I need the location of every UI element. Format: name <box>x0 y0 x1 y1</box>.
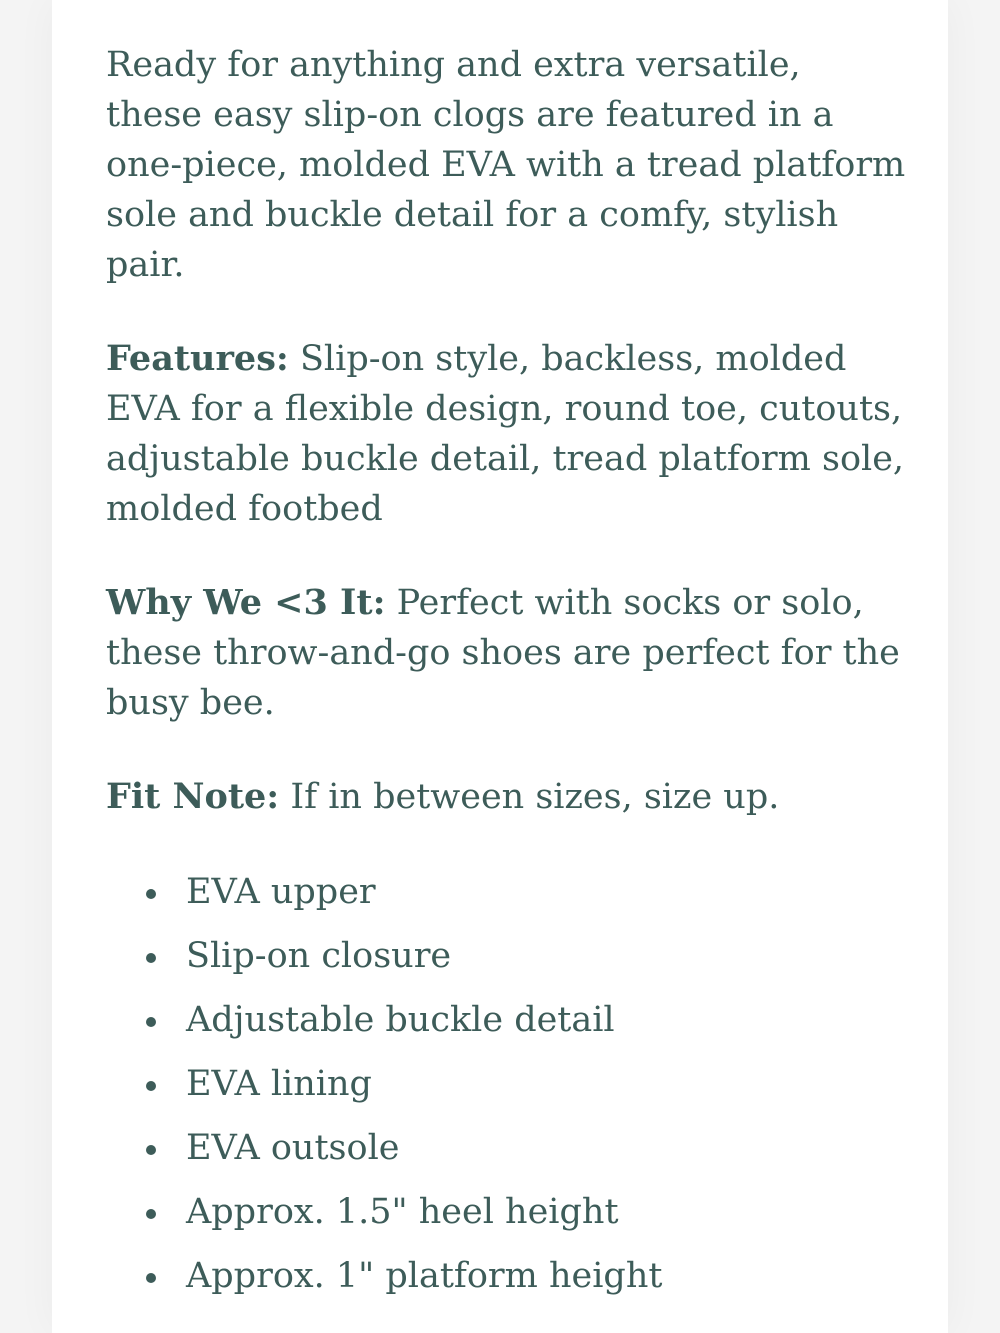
intro-paragraph: Ready for anything and extra versatile, these easy slip-on clogs are featured in a one-piece, molded EVA with a tread platform sole and buckle detail for a comfy, stylish pair. <box>106 45 906 285</box>
list-item <box>106 924 906 988</box>
list-item <box>106 1244 906 1308</box>
bullet-icon <box>146 1081 156 1091</box>
list-item-text: Slip-on closure <box>186 936 452 976</box>
features-label: Features: <box>106 338 289 379</box>
list-item-text: Approx. 1" platform height <box>186 1256 663 1296</box>
list-item <box>106 1116 906 1180</box>
list-item <box>106 860 906 924</box>
why-paragraph <box>106 578 906 728</box>
features-text: Slip-on style, backless, molded EVA for a flexible design, round toe, cutouts, adjustable buckle detail, tread platform sole, molded footbed <box>106 339 905 529</box>
fit-note-paragraph <box>106 772 906 822</box>
bullet-icon <box>146 1017 156 1027</box>
list-item-text: Adjustable buckle detail <box>186 1000 615 1040</box>
list-item <box>106 1180 906 1244</box>
fit-note-text: If in between sizes, size up. <box>279 777 780 817</box>
bullet-icon <box>146 1145 156 1155</box>
bullet-icon <box>146 1209 156 1219</box>
features-list <box>106 860 906 1308</box>
list-item <box>106 1052 906 1116</box>
list-item-text: EVA outsole <box>186 1128 400 1168</box>
features-paragraph <box>106 334 906 534</box>
list-item-text: Approx. 1.5" heel height <box>186 1192 619 1232</box>
why-text: Perfect with socks or solo, these throw-and-go shoes are perfect for the busy bee. <box>106 583 900 723</box>
product-description <box>106 40 906 1308</box>
list-item-text: EVA lining <box>186 1064 372 1104</box>
list-item <box>106 988 906 1052</box>
list-item-text: EVA upper <box>186 872 376 912</box>
bullet-icon <box>146 889 156 899</box>
fit-note-label: Fit Note: <box>106 776 280 817</box>
bullet-icon <box>146 1273 156 1283</box>
why-label: Why We <3 It: <box>106 582 386 623</box>
bullet-icon <box>146 953 156 963</box>
